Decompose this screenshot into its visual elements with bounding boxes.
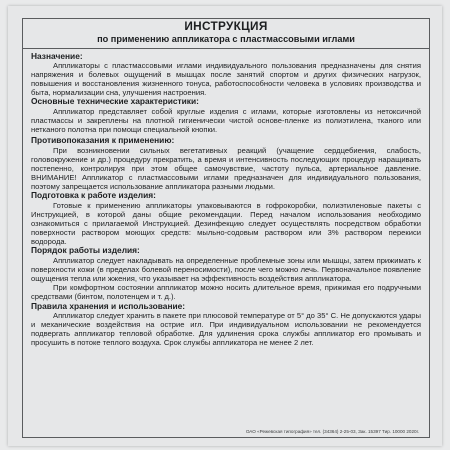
title-divider: [23, 48, 429, 49]
page-subtitle: по применению аппликатора с пластмассовыми иглами: [97, 33, 355, 44]
section-heading: Подготовка к работе изделия:: [31, 190, 156, 201]
section-paragraph: Аппликаторы с пластмассовыми иглами индивидуального пользования предназначены для снятия напряжения и болевых ощущений в мышцах после занятий спортом и других физических нагрузок, повышения и восстановления жизненного тонуса, работоспособности человека в условиях производства и быта, нормализации сна, улучшения настроения.: [31, 61, 421, 98]
section-contraindications: [31, 136, 421, 191]
document-frame: [22, 18, 430, 438]
section-heading: Правила хранения и использование:: [31, 300, 186, 311]
section-paragraph: Аппликатор следует хранить в пакете при плюсовой температуре от 5° до 35° С. Не допускаются удары и механические воздействия на острие игл. При индивидуальном использовании не рекомендуется подвергать аппликатор тепловой обработке. Для удлинения срока службы аппликатор его промывать и просушить в потоке теплого воздуха. Срок службы аппликатора не менее 2 лет.: [31, 311, 421, 348]
section-heading: Противопоказания к применению:: [31, 135, 175, 146]
section-heading: Основные технические характеристики:: [31, 96, 199, 107]
section-purpose: [31, 52, 421, 98]
section-paragraph: При возникновении сильных вегетативных реакций (учащение сердцебиения, слабость, головокружение и др.) процедуру прекратить, а время и интенсивность последующих процедур наращивать постепенно, контролируя при этом общее самочувствие, частоту пульса, артериальное давление. ВНИМАНИЕ! Аппликатор с пластмассовыми иглами предназначен для индивидуального пользования, поэтому запрещается использование аппликатора разными людьми.: [31, 145, 421, 192]
section-storage: [31, 302, 421, 348]
section-preparation: [31, 191, 421, 246]
section-heading: Порядок работы изделия:: [31, 245, 140, 256]
section-paragraph: Аппликатор следует накладывать на определенные проблемные зоны или мышцы, затем прижимать к поверхности кожи (в пределах болевой переносимости), после чего можно лечь. Первоначальное появление ощущения тепла или жжения, что указывает на эффективность воздействия аппликатора.: [31, 256, 421, 284]
section-specifications: [31, 97, 421, 134]
section-heading: Назначение:: [31, 50, 83, 61]
section-operation: [31, 246, 421, 301]
section-paragraph: При комфортном состоянии аппликатор можно носить длительное время, прижимая его подручными средствами (бинтом, полотенцем и т. д.).: [31, 283, 421, 302]
printer-imprint: ОАО «Режевская типография» тел. (34364) 2-25-03, Зак. 15397 Тир. 10000 2020г.: [245, 429, 419, 434]
section-paragraph: Аппликатор представляет собой круглые изделия с иглами, которые изготовлены из нетоксичной пластмассы и закреплены на плотной гигиенически чистой основе-пленке из полиэтилена, тканого или нетканого полотна при помощи специальной кнопки.: [31, 107, 421, 135]
instruction-sheet: [8, 6, 442, 446]
page-title: ИНСТРУКЦИЯ: [184, 19, 268, 33]
section-paragraph: Готовые к применению аппликаторы упаковываются в гофрокоробки, полиэтиленовые пакеты с Инструкцией, в которой даны общие рекомендации. Перед началом использования необходимо ознакомиться с прилагаемой Инструкцией. Дезинфекцию следует осуществлять посредством обработки поверхности раствором моющих средств: мыльно-содовым раствором или 3% раствором перекиси водорода.: [31, 201, 421, 247]
